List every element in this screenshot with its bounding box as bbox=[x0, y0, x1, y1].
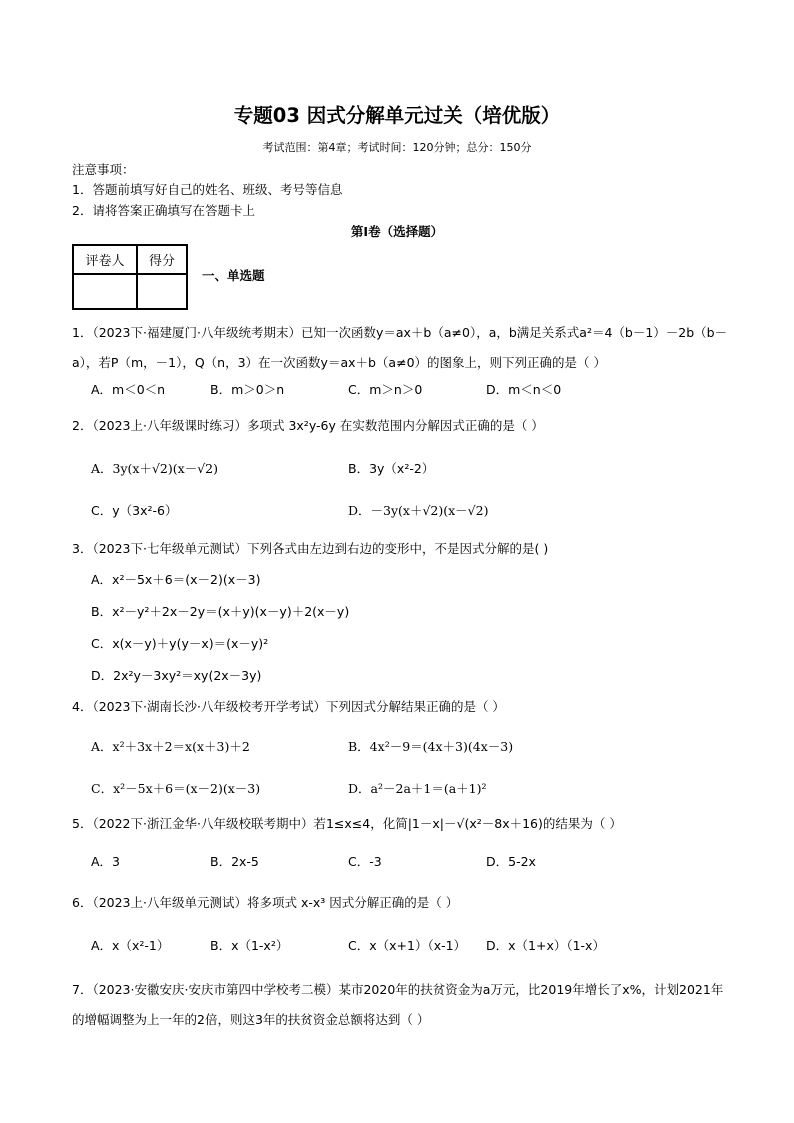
q3-option-b[interactable]: B．x²－y²＋2x－2y＝(x＋y)(x－y)＋2(x－y) bbox=[91, 604, 350, 619]
question-2-stem: 2．（2023上·八年级课时练习）多项式 3x²y-6y 在实数范围内分解因式正确的是（ ） bbox=[72, 418, 544, 433]
grader-header: 评卷人 bbox=[73, 245, 137, 274]
grader-table bbox=[72, 244, 188, 310]
section-title: 一、单选题 bbox=[202, 268, 265, 283]
q4-option-a[interactable]: A．x²＋3x＋2＝x(x＋3)＋2 bbox=[91, 739, 250, 754]
score-cell[interactable] bbox=[137, 274, 187, 309]
q5-option-a[interactable]: A．3 bbox=[91, 854, 121, 869]
question-4-stem: 4．（2023下·湖南长沙·八年级校考开学考试）下列因式分解结果正确的是（ ） bbox=[72, 699, 505, 714]
q2-option-d[interactable]: D．－3y(x＋√2)(x－√2) bbox=[348, 503, 489, 518]
q1-option-b[interactable]: B．m＞0＞n bbox=[210, 382, 285, 397]
note-item-1: 1．答题前填写好自己的姓名、班级、考号等信息 bbox=[72, 182, 343, 197]
q5-option-d[interactable]: D．5-2x bbox=[486, 854, 536, 869]
q1-option-a[interactable]: A．m＜0＜n bbox=[91, 382, 166, 397]
q4-option-b[interactable]: B．4x²－9＝(4x＋3)(4x－3) bbox=[348, 739, 514, 754]
volume-title: 第I卷（选择题） bbox=[350, 224, 444, 239]
q4-option-d[interactable]: D．a²－2a＋1＝(a＋1)² bbox=[348, 781, 487, 796]
page-title: 专题03 因式分解单元过关（培优版） bbox=[233, 104, 561, 127]
grader-cell[interactable] bbox=[73, 274, 137, 309]
q3-option-a[interactable]: A．x²－5x＋6＝(x－2)(x－3) bbox=[91, 572, 261, 587]
question-6-stem: 6．（2023上·八年级单元测试）将多项式 x-x³ 因式分解正确的是（ ） bbox=[72, 895, 459, 910]
score-header: 得分 bbox=[137, 245, 187, 274]
q6-option-d[interactable]: D．x（1+x）（1-x） bbox=[486, 938, 605, 953]
question-5-stem: 5．（2022下·浙江金华·八年级校联考期中）若1≤x≤4，化简|1－x|－√(x²－8x＋16)的结果为（ ） bbox=[72, 816, 622, 831]
q2-option-a[interactable]: A．3y(x＋√2)(x－√2) bbox=[91, 461, 218, 476]
q1-option-d[interactable]: D．m＜n＜0 bbox=[486, 382, 562, 397]
q3-option-d[interactable]: D．2x²y－3xy²＝xy(2x－3y) bbox=[91, 668, 262, 683]
q6-option-a[interactable]: A．x（x²-1） bbox=[91, 938, 170, 953]
question-7-stem: 7．（2023·安徽安庆·安庆市第四中学校考二模）某市2020年的扶贫资金为a万元，比2019年增长了x%，计划2021年的增幅调整为上一年的2倍，则这3年的扶贫资金总额将达到（ ） bbox=[72, 982, 724, 1027]
q3-option-c[interactable]: C．x(x－y)＋y(y－x)＝(x－y)² bbox=[91, 636, 269, 651]
question-3-stem: 3．（2023下·七年级单元测试）下列各式由左边到右边的变形中，不是因式分解的是( ) bbox=[72, 541, 549, 556]
note-item-2: 2．请将答案正确填写在答题卡上 bbox=[72, 203, 255, 218]
q4-option-c[interactable]: C．x²－5x＋6＝(x－2)(x－3) bbox=[91, 781, 261, 796]
notes-heading: 注意事项： bbox=[72, 162, 135, 177]
q5-option-b[interactable]: B．2x-5 bbox=[210, 854, 259, 869]
q2-option-b[interactable]: B．3y（x²-2） bbox=[348, 461, 435, 476]
q2-option-c[interactable]: C．y（3x²-6） bbox=[91, 503, 178, 518]
q6-option-b[interactable]: B．x（1-x²） bbox=[210, 938, 289, 953]
q6-option-c[interactable]: C．x（x+1）（x-1） bbox=[348, 938, 467, 953]
exam-info: 考试范围：第4章；考试时间：120分钟；总分：150分 bbox=[262, 141, 532, 154]
q5-option-c[interactable]: C．-3 bbox=[348, 854, 382, 869]
question-1-stem: 1．（2023下·福建厦门·八年级统考期末）已知一次函数y＝ax＋b（a≠0），a，b满足关系式a²＝4（b－1）－2b（b－a），若P（m，－1），Q（n，3）在一次函数y＝ax＋b（a≠0）的图象上，则下列正确的是（ ） bbox=[72, 325, 728, 370]
q1-option-c[interactable]: C．m＞n＞0 bbox=[348, 382, 423, 397]
